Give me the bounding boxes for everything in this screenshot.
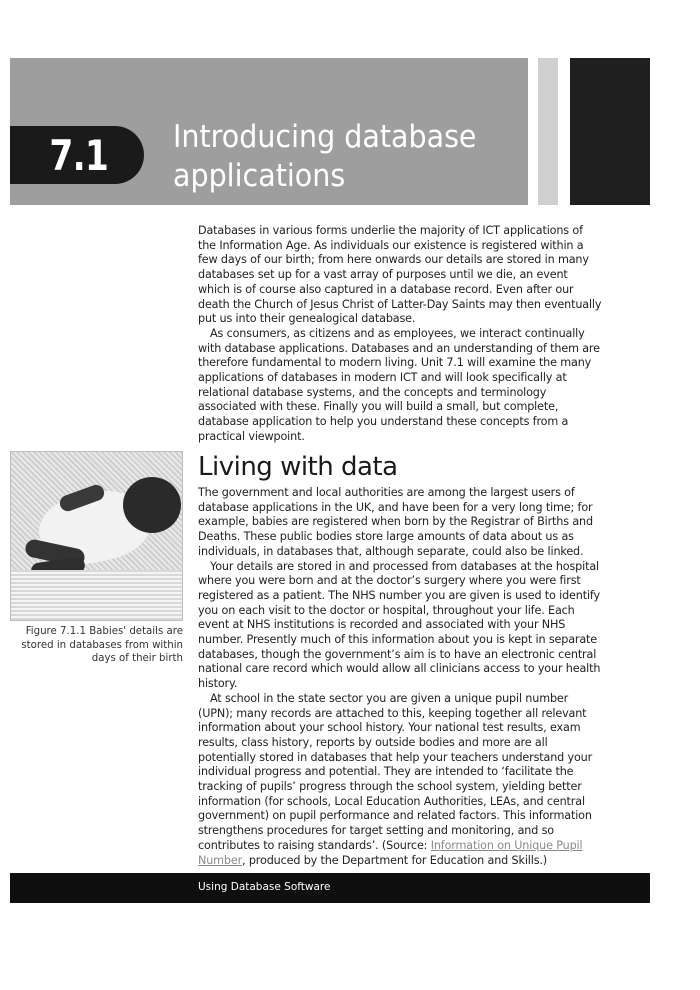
section-heading: Living with data <box>198 452 398 482</box>
section-paragraph <box>198 692 602 868</box>
living-with-data-section <box>198 452 602 868</box>
figure-caption: Figure 7.1.1 Babies' details are stored in databases from within days of their birth <box>21 626 183 664</box>
baby-photo <box>10 451 183 621</box>
unit-title-line2: applications <box>173 158 346 194</box>
footer-text: Using Database Software <box>198 881 331 893</box>
baby-photo-blanket <box>11 570 183 621</box>
intro-text <box>198 224 602 445</box>
unit-number: 7.1 <box>49 130 109 180</box>
unit-number-badge <box>10 126 144 184</box>
unit-title-line1: Introducing database <box>173 119 477 155</box>
header-accent-dark <box>570 58 650 205</box>
paragraph-text: , produced by the Department for Education and Skills.) <box>242 853 547 867</box>
upn-source-link[interactable]: Information on Unique Pupil Number <box>198 838 583 867</box>
unit-title <box>173 118 486 196</box>
section-paragraph: The government and local authorities are among the largest users of database applications in the UK, and have been for a very long time; for example, babies are registered when born by the Registrar of Births and Deaths. These public bodies store large amounts of data about us as individuals, in databases that, although separate, could also be linked. <box>198 486 593 558</box>
section-paragraph: Your details are stored in and processed from databases at the hospital where you were born and at the doctor’s surgery where you were first registered as a patient. The NHS number you are given is used to identify you on each visit to the doctor or hospital, throughout your life. Each event at NHS institutions is recorded and associated with your NHS number. Presently much of this information about you is kept in separate databases, though the government’s aim is to have an electronic central national care record which would allow all clinicians access to your health history. <box>198 559 601 691</box>
intro-paragraph: As consumers, as citizens and as employees, we interact continually with database applications. Databases and an understanding of them are therefore fundamental to modern living. Unit 7.1 will examine the many applications of databases in modern ICT and will look specifically at relational database systems, and the concepts and terminology associated with these. Finally you will build a small, but complete, database application to help you understand these concepts from a practical viewpoint. <box>198 326 600 443</box>
header-accent-light <box>538 58 558 205</box>
baby-photo-head <box>123 477 181 533</box>
paragraph-text: At school in the state sector you are given a unique pupil number (UPN); many records are attached to this, keeping together all relevant information about your school history. Your national test results, exam results, class history, reports by outside bodies and more are all potentially stored in databases that help your teachers understand your individual progress and potential. They are intended to ‘facilitate the tracking of pupils’ progress through the school system, yielding better information (for schools, Local Education Authorities, LEAs, and central government) on pupil performance and related factors. This information strengthens procedures for target setting and monitoring, and so contributes to raising standards’. (Source: <box>198 691 593 852</box>
intro-paragraph: Databases in various forms underlie the majority of ICT applications of the Information Age. As individuals our existence is registered within a few days of our birth; from here onwards our details are stored in many databases set up for a vast array of purposes until we die, an event which is of course also captured in a database record. Even after our death the Church of Jesus Christ of Latter-Day Saints may then eventually put us into their genealogical database. <box>198 224 602 326</box>
